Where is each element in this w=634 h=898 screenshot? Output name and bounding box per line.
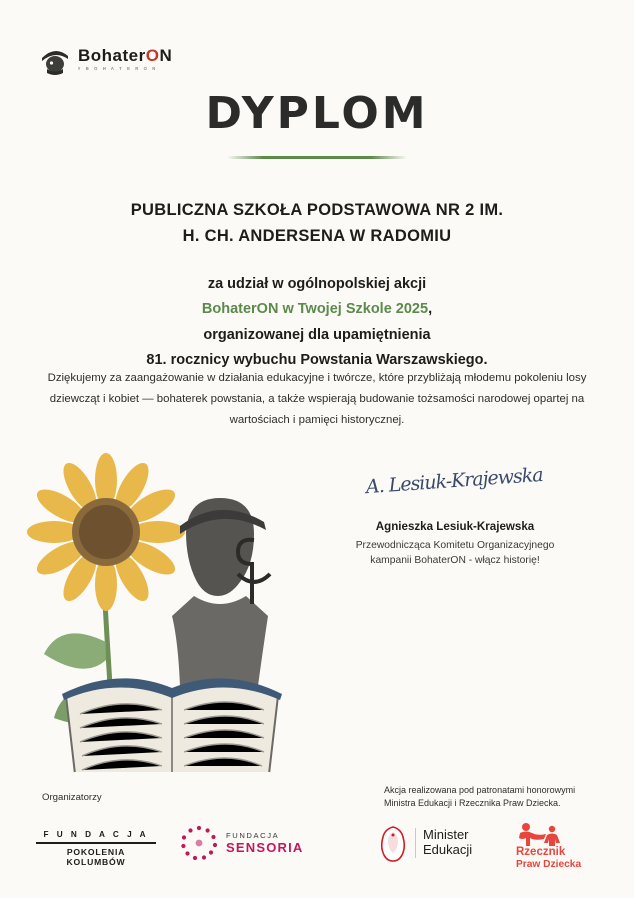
bohateron-logo (38, 42, 172, 76)
organizers-label: Organizatorzy (42, 792, 102, 803)
recipient-name (0, 198, 634, 249)
minister-edukacji-logo (378, 824, 472, 862)
patronage-line-1: Akcja realizowana pod patronatami honorowymi (384, 785, 576, 795)
signature-script: A. Lesiuk-Krajewska (365, 463, 544, 499)
men-wordmark (423, 828, 472, 858)
event-line-4: 81. rocznicy wybuchu Powstania Warszawskiego. (146, 352, 488, 369)
signatory-role-line-2: kampanii BohaterON - włącz historię! (370, 555, 540, 567)
rpd-line-2: Praw Dziecka (516, 859, 582, 871)
campaign-comma: , (428, 301, 433, 318)
signatory-role-line-1: Przewodnicząca Komitetu Organizacyjnego (355, 540, 555, 551)
fundacja-pokolenia-kolumbow-logo (36, 830, 156, 867)
men-line-1: Minister (423, 827, 469, 843)
helmet-soldier-icon (38, 42, 72, 76)
fpk-line-1: F U N D A C J A (43, 830, 149, 839)
patronage-note (384, 784, 599, 810)
recipient-line-2: H. CH. ANDERSENA W RADOMIU (182, 226, 452, 245)
event-campaign-line (0, 297, 634, 322)
event-description (0, 272, 634, 374)
polish-eagle-icon (378, 824, 408, 862)
page-title: DYPLOM (205, 88, 429, 139)
men-line-2: Edukacji (423, 842, 473, 857)
event-line-3: organizowanej dla upamiętnienia (203, 326, 431, 343)
sensoria-wordmark (226, 831, 304, 855)
men-divider (415, 828, 416, 858)
sunflower-insurgent-illustration (26, 432, 326, 772)
rpd-line-1: Rzecznik (516, 846, 566, 858)
brand-name: BohaterON (78, 45, 173, 65)
sensoria-dot-circle-icon (180, 824, 218, 862)
signatory-role (340, 538, 570, 569)
fpk-line-2: POKOLENIA KOLUMBÓW (66, 846, 126, 867)
signature-block (340, 463, 570, 569)
fundacja-sensoria-logo (180, 824, 310, 862)
recipient-line-1: PUBLICZNA SZKOŁA PODSTAWOWA NR 2 IM. (130, 201, 504, 219)
signatory-name: Agnieszka Lesiuk-Krajewska (375, 520, 535, 533)
rpd-family-icon (516, 822, 616, 846)
patronage-line-2: Ministra Edukacji i Rzecznika Praw Dziecka. (384, 798, 561, 809)
event-line-1: za udział w ogólnopolskiej akcji (207, 276, 427, 292)
brand-subtitle: # B O H A T E R O N (78, 65, 158, 71)
rzecznik-praw-dziecka-logo (516, 822, 616, 871)
campaign-name: BohaterON w Twojej Szkole 2025 (201, 301, 429, 318)
footer-logo-strip (0, 820, 634, 880)
brand-wordmark (78, 47, 172, 71)
sensoria-line-1: FUNDACJA (226, 831, 280, 840)
title-divider (227, 156, 407, 159)
body-paragraph: Dziękujemy za zaangażowanie w działania edukacyjne i twórcze, które przybliżają młodemu pokoleniu losy dziewcząt i kobiet — bohaterek powstania, a także wspierają budowanie tożsamości narodowej opartej na wartościach i pamięci historycznej. (47, 372, 587, 427)
sensoria-line-2: SENSORIA (226, 840, 304, 855)
fpk-divider (36, 842, 156, 844)
